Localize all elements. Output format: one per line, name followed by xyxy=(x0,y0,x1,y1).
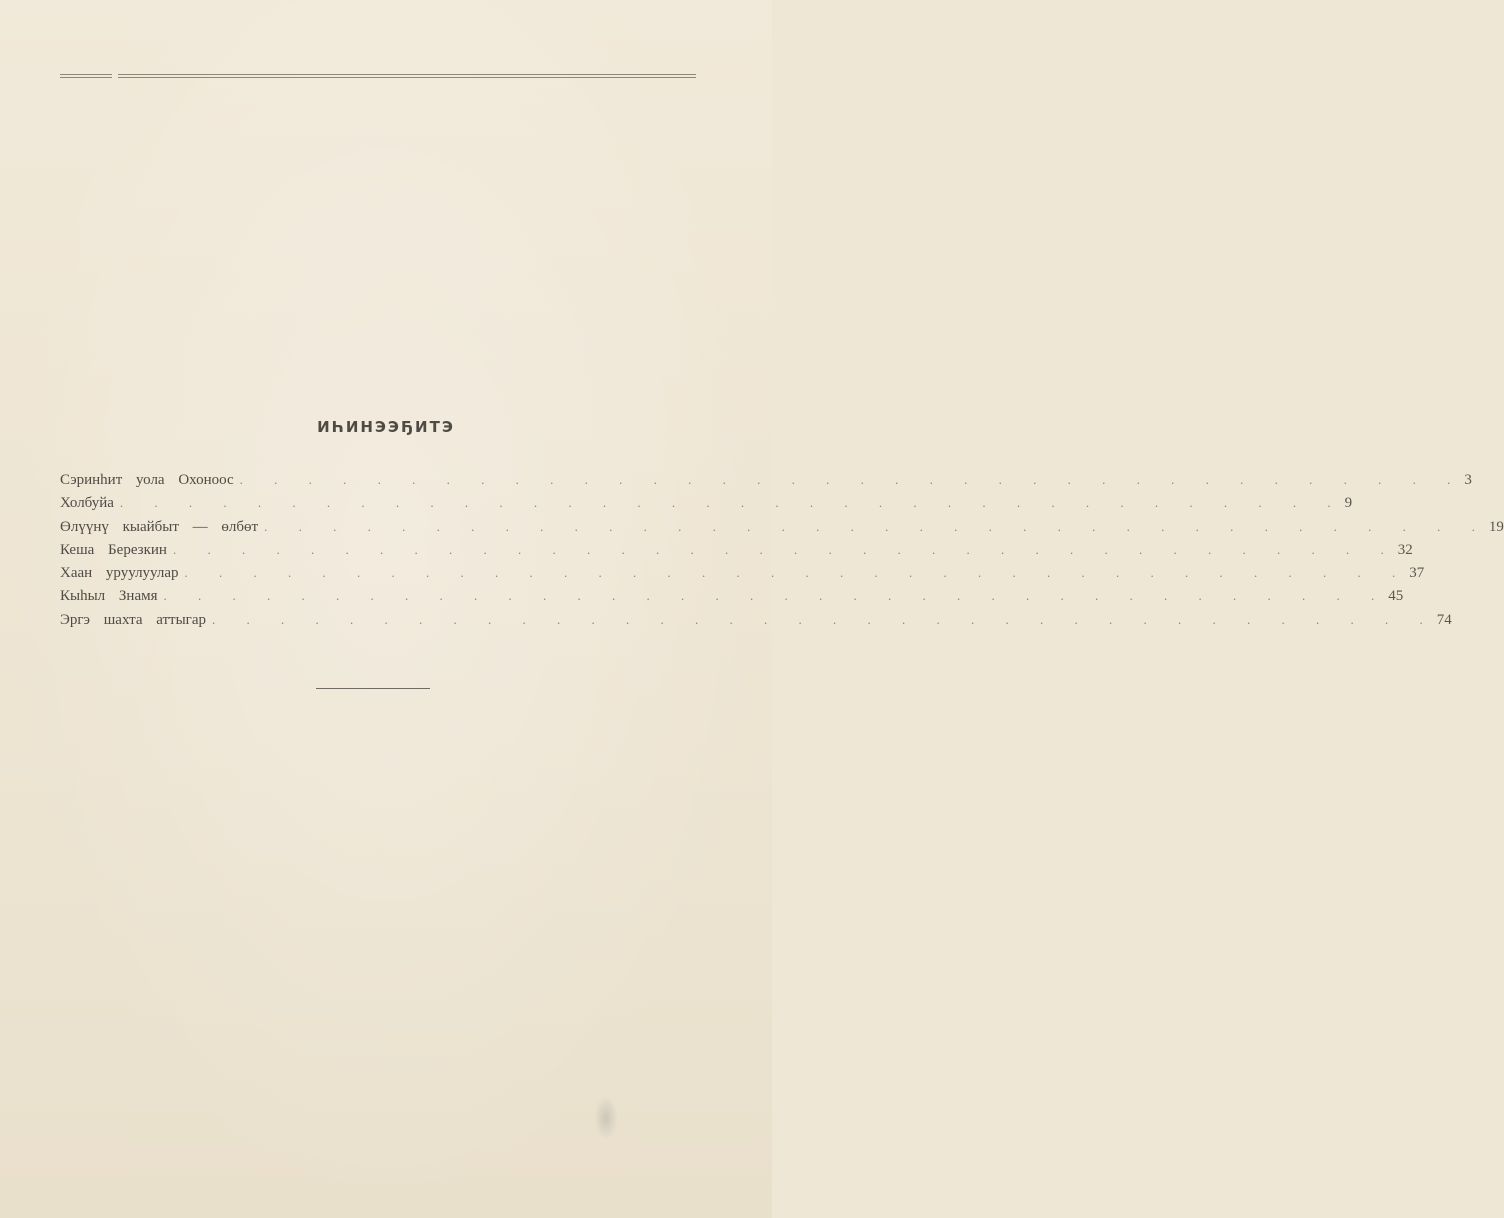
toc-dot-leader: . . . . . . . . . . . . . . . . . . . . . . . . . . . . . . . . . . . . xyxy=(172,541,1398,557)
toc-entry-title: Сэринһит уола Охоноос xyxy=(60,472,234,488)
toc-entry-title: Хаан уруулуулар xyxy=(60,565,179,582)
top-rule-short-segment xyxy=(60,74,112,78)
toc-dot-leader: . . . . . . . . . . . . . . . . . . . . . . . . . . . . . . . . . . . . xyxy=(264,518,1489,534)
toc-entry[interactable] xyxy=(60,538,1413,561)
toc-entry-page: 74 xyxy=(1436,611,1452,628)
top-rule-long-segment xyxy=(118,74,696,78)
top-double-rule xyxy=(60,74,696,78)
toc-entry-title: Холбуйа xyxy=(60,495,114,512)
toc-entry-title: Кыһыл Знамя xyxy=(60,588,158,605)
toc-entry-page: 45 xyxy=(1388,588,1404,605)
toc-entry-page: 9 xyxy=(1344,495,1353,512)
toc-dot-leader: . . . . . . . . . . . . . . . . . . . . . . . . . . . . . . . . . . . . xyxy=(163,588,1389,604)
toc-entry-page: 37 xyxy=(1409,565,1425,582)
toc-entry-title: Өлүүнү кыайбыт — өлбөт xyxy=(60,518,259,535)
toc-entry[interactable] xyxy=(60,608,1452,631)
toc-entry-page: 3 xyxy=(1464,472,1472,488)
toc-dot-leader: . . . . . . . . . . . . . . . . . . . . . . . . . . . . . . . . . . . . xyxy=(212,611,1437,627)
toc-entry-page: 19 xyxy=(1488,518,1504,535)
closing-rule xyxy=(316,688,430,689)
toc-dot-leader: . . . . . . . . . . . . . . . . . . . . . . . . . . . . . . . . . . . . xyxy=(184,565,1410,581)
toc-entry-title: Эргэ шахта аттыгар xyxy=(60,611,206,628)
toc-dot-leader: . . . . . . . . . . . . . . . . . . . . . . . . . . . . . . . . . . . . xyxy=(119,495,1345,511)
toc-entry[interactable] xyxy=(60,561,1425,584)
toc-dot-leader: . . . . . . . . . . . . . . . . . . . . . . . . . . . . . . . . . . . . xyxy=(239,472,1465,487)
toc-entry[interactable] xyxy=(60,468,1472,491)
toc-entry[interactable] xyxy=(60,584,1404,607)
toc-entry[interactable] xyxy=(60,491,1353,514)
toc-entry-title: Кеша Березкин xyxy=(60,541,167,558)
toc-heading: ИҺИНЭЭҔИТЭ xyxy=(317,418,455,436)
toc-entry-page: 32 xyxy=(1397,541,1413,558)
paper-smudge xyxy=(594,1096,618,1140)
toc-entry[interactable] xyxy=(60,515,1504,538)
table-of-contents xyxy=(60,468,1504,631)
